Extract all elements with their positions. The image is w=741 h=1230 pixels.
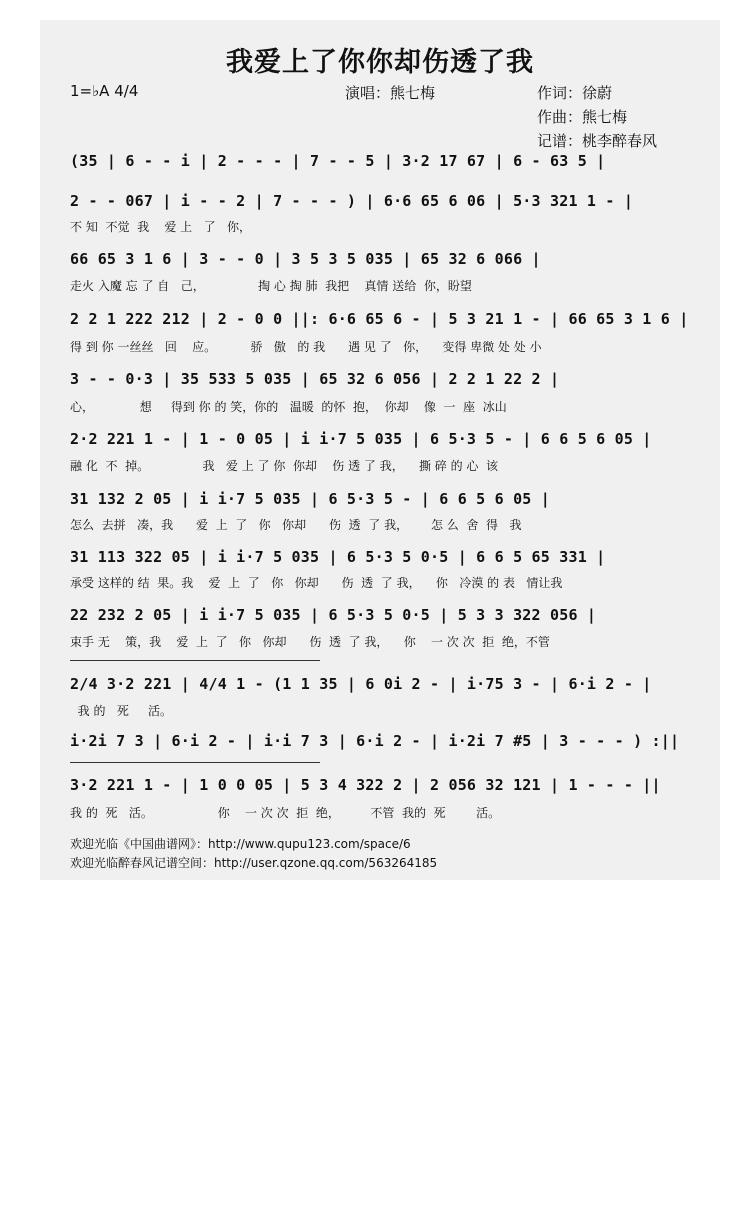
lyrics-line-8: 承受 这样的 结 果。我 爱 上 了 你 你却 伤 透 了 我， 你 冷漠 的 表 情让我 bbox=[70, 576, 563, 590]
notation-line-8: 31 113 322 05 | i i·7 5 035 | 6 5·3 5 0·5 | 6 6 5 65 331 | bbox=[70, 548, 606, 566]
first-ending-bracket bbox=[70, 660, 320, 661]
lyrics-line-6: 融 化 不 掉。 我 爱 上 了 你 你却 伤 透 了 我， 撕 碎 的 心 该 bbox=[70, 459, 499, 473]
composer-credit: 作曲：熊七梅 bbox=[537, 108, 628, 126]
lyricist-credit: 作词：徐蔚 bbox=[537, 84, 613, 102]
lyrics-line-5: 心， 想 得到 你 的 笑，你的 温暖 的怀 抱， 你却 像 一 座 冰山 bbox=[70, 400, 507, 414]
transcriber-credit: 记谱：桃李醉春风 bbox=[537, 132, 658, 150]
lyrics-line-3: 走火 入魔 忘 了 自 己， 掏 心 掏 肺 我把 真情 送给 你，盼望 bbox=[70, 279, 472, 293]
second-ending-bracket bbox=[70, 762, 320, 763]
singer-credit: 演唱：熊七梅 bbox=[345, 84, 436, 102]
notation-line-2: 2 - - 067 | i - - 2 | 7 - - - ) | 6·6 65 6 06 | 5·3 321 1 - | bbox=[70, 192, 634, 210]
key-signature: 1=♭A 4/4 bbox=[70, 82, 139, 100]
notation-line-1: (35 | 6 - - i | 2 - - - | 7 - - 5 | 3·2 17 67 | 6 - 63 5 | bbox=[70, 152, 606, 170]
notation-line-12: 3·2 221 1 - | 1 0 0 05 | 5 3 4 322 2 | 2 056 32 121 | 1 - - - || bbox=[70, 776, 661, 794]
song-title: 我爱上了你你却伤透了我 bbox=[226, 47, 534, 78]
notation-line-9: 22 232 2 05 | i i·7 5 035 | 6 5·3 5 0·5 | 5 3 3 322 056 | bbox=[70, 606, 597, 624]
lyrics-line-7: 怎么 去拼 凑，我 爱 上 了 你 你却 伤 透 了 我， 怎 么 舍 得 我 bbox=[70, 518, 522, 532]
notation-line-7: 31 132 2 05 | i i·7 5 035 | 6 5·3 5 - | 6 6 5 6 05 | bbox=[70, 490, 550, 508]
notation-line-4: 2 2 1 222 212 | 2 - 0 0 ||: 6·6 65 6 - | 5 3 21 1 - | 66 65 3 1 6 | bbox=[70, 310, 689, 328]
notation-line-11: i·2i 7 3 | 6·i 2 - | i·i 7 3 | 6·i 2 - | i·2i 7 #5 | 3 - - - ) :|| bbox=[70, 732, 680, 750]
lyrics-line-10: 我 的 死 活。 bbox=[70, 704, 172, 718]
score-sheet bbox=[40, 20, 720, 880]
footer-link-qzone[interactable]: 欢迎光临醉春风记谱空间：http://user.qzone.qq.com/563264185 bbox=[70, 856, 438, 870]
notation-line-3: 66 65 3 1 6 | 3 - - 0 | 3 5 3 5 035 | 65 32 6 066 | bbox=[70, 250, 541, 268]
lyrics-line-12: 我 的 死 活。 你 一 次 次 拒 绝， 不管 我的 死 活。 bbox=[70, 806, 501, 820]
notation-line-10: 2/4 3·2 221 | 4/4 1 - (1 1 35 | 6 0i 2 - | i·75 3 - | 6·i 2 - | bbox=[70, 675, 652, 693]
notation-line-6: 2·2 221 1 - | 1 - 0 05 | i i·7 5 035 | 6 5·3 5 - | 6 6 5 6 05 | bbox=[70, 430, 652, 448]
lyrics-line-9: 束手 无 策，我 爱 上 了 你 你却 伤 透 了 我， 你 一 次 次 拒 绝，不管 bbox=[70, 635, 550, 649]
notation-line-5: 3 - - 0·3 | 35 533 5 035 | 65 32 6 056 | 2 2 1 22 2 | bbox=[70, 370, 560, 388]
footer-link-qupu[interactable]: 欢迎光临《中国曲谱网》：http://www.qupu123.com/space/6 bbox=[70, 837, 411, 851]
lyrics-line-4: 得 到 你 一丝丝 回 应。 骄 傲 的 我 遇 见 了 你， 变得 卑微 处 处 小 bbox=[70, 340, 542, 354]
lyrics-line-2: 不 知 不觉 我 爱 上 了 你， bbox=[70, 220, 252, 234]
